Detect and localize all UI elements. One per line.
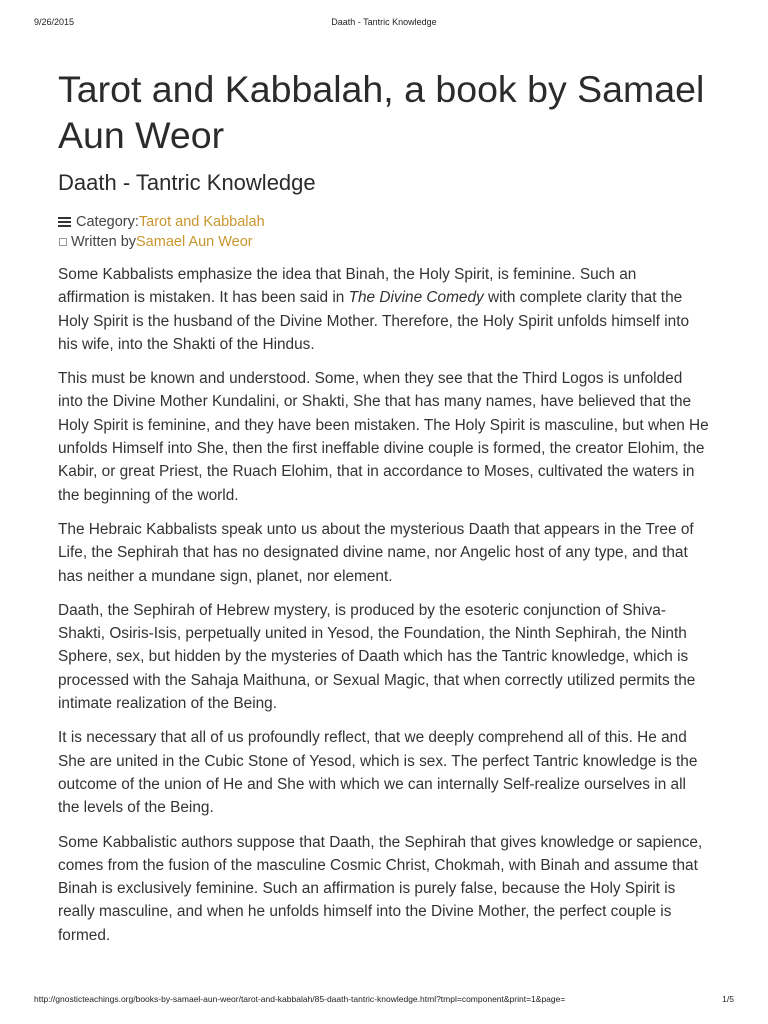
category-link[interactable]: Tarot and Kabbalah	[138, 214, 265, 230]
paragraph: Daath, the Sephirah of Hebrew mystery, is produced by the esoteric conjunction of Shiva-Shakti, Osiris-Isis, perpetually united in Yesod, the Foundation, the Ninth Sephirah, the Ninth Sphere, sex, but hidden by the mysteries of Daath which has the Tantric knowledge, which is processed with the Sahaja Maithuna, or Sexual Magic, that when correctly utilized permits the intimate realization of the Being.	[58, 601, 696, 713]
list-icon	[58, 217, 71, 227]
paragraph-text: with complete clarity that the Holy Spirit is the husband of the Divine Mother. Therefore, the Holy Spirit unfolds himself into his wife, into the Shakti of the Hindus.	[58, 289, 690, 353]
page-number: 1/5	[722, 994, 734, 1004]
category-row	[58, 212, 710, 232]
print-header	[0, 17, 768, 31]
chapter-title: Daath - Tantric Knowledge	[58, 170, 316, 195]
print-footer	[0, 994, 768, 1008]
page-title: Tarot and Kabbalah, a book by Samael Aun Weor	[58, 68, 705, 156]
paragraph	[58, 263, 710, 356]
paragraph: Some Kabbalistic authors suppose that Daath, the Sephirah that gives knowledge or sapience, comes from the fusion of the masculine Cosmic Christ, Chokmah, with Binah and assume that Binah is exclusively feminine. Such an affirmation is purely false, because the Holy Spirit is really masculine, and when he unfolds himself into the Divine Mother, the perfect couple is formed.	[58, 833, 703, 944]
article-body	[58, 263, 710, 947]
paragraph: The Hebraic Kabbalists speak unto us about the mysterious Daath that appears in the Tree of Life, the Sephirah that has no designated divine name, nor Angelic host of any type, and that has neither a mundane sign, planet, nor element.	[58, 520, 694, 585]
author-row	[58, 232, 710, 252]
paragraph-text: Some Kabbalists emphasize the idea that Binah, the Holy Spirit, is feminine. Such an affirmation is mistaken. It has been said in	[58, 266, 637, 307]
print-page-title: Daath - Tantric Knowledge	[331, 17, 437, 27]
author-link[interactable]: Samael Aun Weor	[136, 234, 253, 250]
print-url: http://gnosticteachings.org/books-by-samael-aun-weor/tarot-and-kabbalah/85-daath-tantric-knowledge.html?tmpl=component&print=1&page=	[34, 994, 566, 1004]
paragraph: This must be known and understood. Some, when they see that the Third Logos is unfolded into the Divine Mother Kundalini, or Shakti, She that has many names, have believed that the Holy Spirit is feminine, and they have been mistaken. The Holy Spirit is masculine, but when He unfolds Himself into She, then the first ineffable divine couple is formed, the creator Elohim, the Kabir, or great Priest, the Ruach Elohim, that in accordance to Moses, cultivated the waters in the beginning of the world.	[58, 370, 709, 504]
category-label: Category:	[76, 214, 139, 230]
book-reference: The Divine Comedy	[348, 289, 484, 307]
article	[58, 66, 710, 958]
article-meta	[58, 212, 710, 252]
person-icon	[59, 238, 67, 246]
paragraph: It is necessary that all of us profoundly reflect, that we deeply comprehend all of this. He and She are united in the Cubic Stone of Yesod, which is sex. The perfect Tantric knowledge is the outcome of the union of He and She with which we can internally Self-realize ourselves in all the levels of the Being.	[58, 729, 698, 817]
print-date: 9/26/2015	[34, 17, 75, 27]
author-label: Written by	[71, 234, 137, 250]
